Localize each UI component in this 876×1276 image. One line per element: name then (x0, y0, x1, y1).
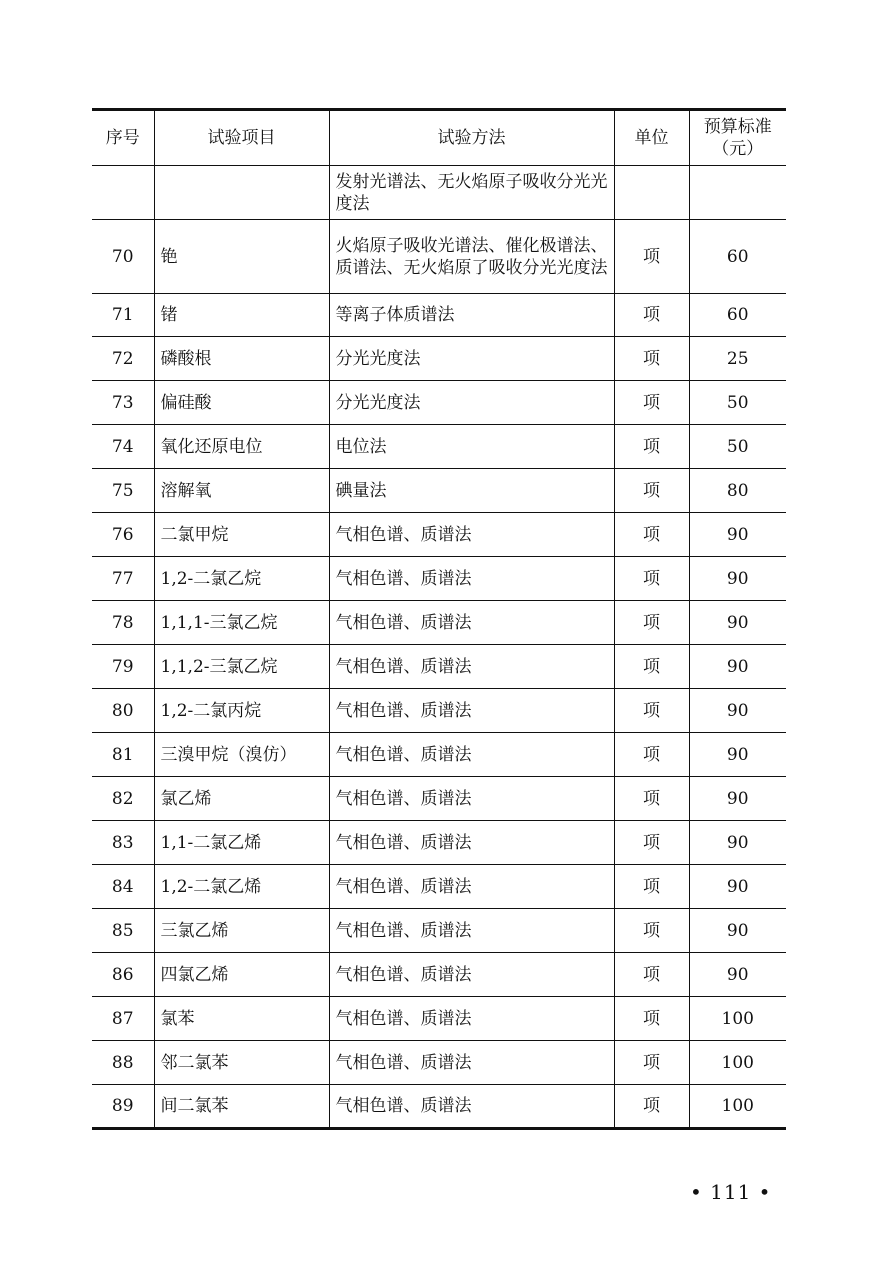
cell-method: 气相色谱、质谱法 (329, 865, 614, 909)
cell-budget: 25 (689, 337, 786, 381)
cell-seq: 85 (92, 909, 154, 953)
table-row (92, 381, 786, 425)
cell-unit: 项 (614, 997, 689, 1041)
cell-item: 1,2-二氯乙烯 (154, 865, 329, 909)
cell-budget: 90 (689, 601, 786, 645)
cell-budget: 90 (689, 689, 786, 733)
cell-item: 三氯乙烯 (154, 909, 329, 953)
table-row (92, 469, 786, 513)
table-row (92, 953, 786, 997)
table-row (92, 425, 786, 469)
cell-item: 二氯甲烷 (154, 513, 329, 557)
table-row (92, 337, 786, 381)
table-row (92, 909, 786, 953)
header-row (92, 110, 786, 166)
cell-unit: 项 (614, 425, 689, 469)
cell-unit: 项 (614, 220, 689, 294)
cell-seq: 79 (92, 645, 154, 689)
table-row (92, 294, 786, 337)
cell-budget: 90 (689, 733, 786, 777)
cell-unit: 项 (614, 601, 689, 645)
table-row (92, 601, 786, 645)
cell-unit: 项 (614, 909, 689, 953)
cell-item: 1,1,1-三氯乙烷 (154, 601, 329, 645)
table-body (92, 166, 786, 1129)
cell-seq: 84 (92, 865, 154, 909)
cell-method: 气相色谱、质谱法 (329, 557, 614, 601)
cell-method: 气相色谱、质谱法 (329, 821, 614, 865)
cell-budget: 50 (689, 425, 786, 469)
cell-seq: 77 (92, 557, 154, 601)
cell-seq: 89 (92, 1085, 154, 1129)
cell-seq: 87 (92, 997, 154, 1041)
cell-budget: 50 (689, 381, 786, 425)
cell-item: 磷酸根 (154, 337, 329, 381)
cell-budget: 100 (689, 1085, 786, 1129)
page-number: • 111 • (690, 1180, 772, 1204)
cell-item: 三溴甲烷（溴仿） (154, 733, 329, 777)
header-item: 试验项目 (154, 110, 329, 166)
cell-budget: 100 (689, 1041, 786, 1085)
cell-unit: 项 (614, 645, 689, 689)
cell-method: 气相色谱、质谱法 (329, 645, 614, 689)
table-row (92, 865, 786, 909)
cell-unit: 项 (614, 513, 689, 557)
cell-method: 等离子体质谱法 (329, 294, 614, 337)
table-row (92, 220, 786, 294)
cell-seq: 73 (92, 381, 154, 425)
cell-budget: 90 (689, 645, 786, 689)
table-row (92, 1085, 786, 1129)
cell-seq: 82 (92, 777, 154, 821)
cell-seq: 72 (92, 337, 154, 381)
cell-unit: 项 (614, 337, 689, 381)
cell-budget: 90 (689, 909, 786, 953)
cell-method: 气相色谱、质谱法 (329, 1085, 614, 1129)
cell-unit: 项 (614, 557, 689, 601)
table-row (92, 557, 786, 601)
table-row (92, 1041, 786, 1085)
cell-seq: 76 (92, 513, 154, 557)
cell-item: 氯乙烯 (154, 777, 329, 821)
cell-item: 1,2-二氯乙烷 (154, 557, 329, 601)
cell-seq: 74 (92, 425, 154, 469)
cell-method: 气相色谱、质谱法 (329, 953, 614, 997)
cell-method: 气相色谱、质谱法 (329, 513, 614, 557)
cell-seq: 86 (92, 953, 154, 997)
cell-method: 碘量法 (329, 469, 614, 513)
cell-unit: 项 (614, 381, 689, 425)
cell-method: 发射光谱法、无火焰原子吸收分光光度法 (329, 166, 614, 220)
header-budget: 预算标准 （元） (689, 110, 786, 166)
table-row (92, 513, 786, 557)
cell-item: 铯 (154, 220, 329, 294)
cell-seq (92, 166, 154, 220)
cell-method: 气相色谱、质谱法 (329, 1041, 614, 1085)
cell-unit: 项 (614, 1041, 689, 1085)
table-row (92, 733, 786, 777)
cell-method: 气相色谱、质谱法 (329, 777, 614, 821)
cell-budget: 90 (689, 513, 786, 557)
cell-unit: 项 (614, 294, 689, 337)
cell-item: 四氯乙烯 (154, 953, 329, 997)
cell-item: 1,1,2-三氯乙烷 (154, 645, 329, 689)
cell-budget: 90 (689, 777, 786, 821)
cell-budget: 90 (689, 953, 786, 997)
cell-item: 间二氯苯 (154, 1085, 329, 1129)
cell-unit: 项 (614, 733, 689, 777)
cell-budget (689, 166, 786, 220)
cell-item: 偏硅酸 (154, 381, 329, 425)
cell-method: 电位法 (329, 425, 614, 469)
table-row (92, 645, 786, 689)
table-row (92, 821, 786, 865)
cell-budget: 100 (689, 997, 786, 1041)
cell-seq: 80 (92, 689, 154, 733)
cell-seq: 88 (92, 1041, 154, 1085)
cell-method: 气相色谱、质谱法 (329, 689, 614, 733)
cell-method: 分光光度法 (329, 337, 614, 381)
cell-unit: 项 (614, 469, 689, 513)
cell-method: 气相色谱、质谱法 (329, 909, 614, 953)
cell-item (154, 166, 329, 220)
cell-method: 分光光度法 (329, 381, 614, 425)
header-method: 试验方法 (329, 110, 614, 166)
cell-seq: 75 (92, 469, 154, 513)
table-row (92, 997, 786, 1041)
cell-method: 气相色谱、质谱法 (329, 601, 614, 645)
cell-unit: 项 (614, 777, 689, 821)
cell-item: 氯苯 (154, 997, 329, 1041)
cell-unit: 项 (614, 689, 689, 733)
cell-item: 1,1-二氯乙烯 (154, 821, 329, 865)
data-table (92, 108, 786, 1130)
table-header (92, 110, 786, 166)
cell-budget: 80 (689, 469, 786, 513)
cell-budget: 60 (689, 220, 786, 294)
cell-item: 氧化还原电位 (154, 425, 329, 469)
cell-method: 火焰原子吸收光谱法、催化极谱法、质谱法、无火焰原了吸收分光光度法 (329, 220, 614, 294)
cell-unit: 项 (614, 821, 689, 865)
cell-item: 溶解氧 (154, 469, 329, 513)
cell-unit: 项 (614, 865, 689, 909)
cell-item: 邻二氯苯 (154, 1041, 329, 1085)
cell-budget: 60 (689, 294, 786, 337)
cell-method: 气相色谱、质谱法 (329, 997, 614, 1041)
header-seq: 序号 (92, 110, 154, 166)
cell-method: 气相色谱、质谱法 (329, 733, 614, 777)
cell-item: 锗 (154, 294, 329, 337)
cell-unit: 项 (614, 1085, 689, 1129)
cell-item: 1,2-二氯丙烷 (154, 689, 329, 733)
cell-budget: 90 (689, 557, 786, 601)
cell-unit (614, 166, 689, 220)
cell-seq: 83 (92, 821, 154, 865)
cell-seq: 70 (92, 220, 154, 294)
cell-seq: 78 (92, 601, 154, 645)
table-row (92, 689, 786, 733)
cell-unit: 项 (614, 953, 689, 997)
cell-budget: 90 (689, 865, 786, 909)
header-unit: 单位 (614, 110, 689, 166)
cell-budget: 90 (689, 821, 786, 865)
table-row (92, 777, 786, 821)
cell-seq: 71 (92, 294, 154, 337)
cell-seq: 81 (92, 733, 154, 777)
table-row (92, 166, 786, 220)
